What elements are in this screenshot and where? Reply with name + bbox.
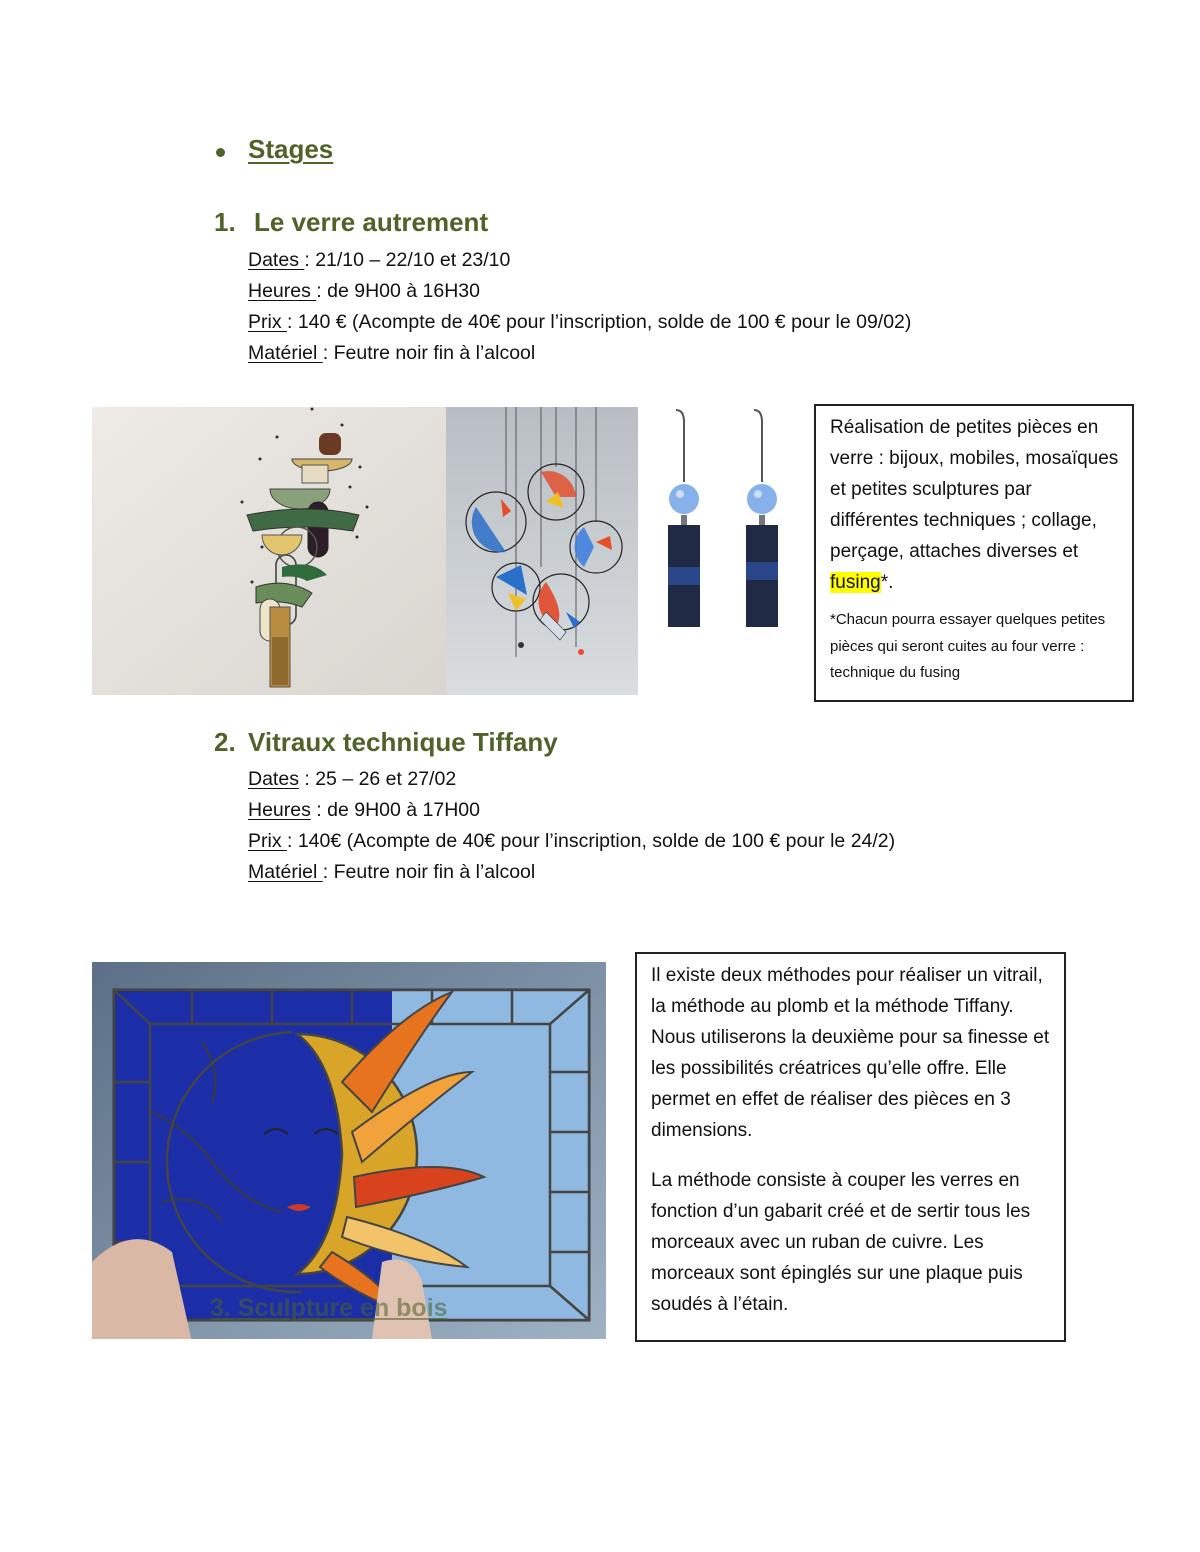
section-1-title: Le verre autrement — [254, 207, 489, 237]
section-2-description-box — [635, 952, 1066, 1342]
section-2-title: Vitraux technique Tiffany — [248, 727, 558, 757]
photo-glass-wall-sculpture — [92, 407, 446, 695]
material-label: Matériel — [248, 342, 323, 364]
highlighted-term: fusing — [830, 572, 881, 593]
section-1-dates — [248, 245, 510, 276]
section-2-description-p1: Il existe deux méthodes pour réaliser un vitrail, la méthode au plomb et la méthode Tiffany. Nous utiliserons la deuxième pour sa finesse et les possibilités créatrices qu’elle offre. Elle permet en effet de réaliser des pièces en 3 dimensions. — [651, 965, 1050, 1141]
section-2-price — [248, 826, 895, 857]
section-2-hours — [248, 795, 480, 826]
section-1-description-box — [814, 404, 1134, 702]
overlapped-section-3-heading: 3. Sculpture en bois — [210, 1294, 448, 1322]
dates-label: Dates — [248, 249, 305, 271]
section-2-material — [248, 857, 535, 888]
material-value: : Feutre noir fin à l’alcool — [322, 342, 536, 364]
page-heading: Stages — [248, 134, 334, 164]
section-2-description-p2: La méthode consiste à couper les verres en fonction d’un gabarit créé et de sertir tous les morceaux avec un ruban de cuivre. Les morceaux sont épinglés sur une plaque puis soudés à l’étain. — [651, 1170, 1031, 1315]
section-1-price — [248, 307, 911, 338]
dates-value: : 25 – 26 et 27/02 — [298, 768, 457, 790]
bullet-icon — [216, 148, 225, 157]
dates-label: Dates — [248, 768, 299, 790]
section-1-description: Réalisation de petites pièces en verre : bijoux, mobiles, mosaïques et petites sculptures par différentes techniques ; collage, perçage, attaches diverses et fusing*. — [830, 417, 1119, 593]
material-label: Matériel — [248, 861, 323, 883]
photo-glass-mobiles — [446, 407, 638, 695]
photo-glass-earrings — [638, 407, 808, 695]
hours-value: : de 9H00 à 17H00 — [310, 799, 480, 821]
hours-label: Heures — [248, 799, 311, 821]
section-2-number: 2. — [214, 727, 236, 757]
price-value: : 140 € (Acompte de 40€ pour l’inscription, solde de 100 € pour le 09/02) — [287, 311, 912, 333]
hours-value: : de 9H00 à 16H30 — [316, 280, 480, 302]
dates-value: : 21/10 – 22/10 et 23/10 — [304, 249, 511, 271]
section-2-dates — [248, 764, 456, 795]
material-value: : Feutre noir fin à l’alcool — [322, 861, 536, 883]
section-1-hours — [248, 276, 480, 307]
section-1-material — [248, 338, 535, 369]
price-value: : 140€ (Acompte de 40€ pour l’inscription, solde de 100 € pour le 24/2) — [287, 830, 896, 852]
price-label: Prix — [248, 830, 287, 852]
price-label: Prix — [248, 311, 287, 333]
hours-label: Heures — [248, 280, 317, 302]
photo-tiffany-sun-moon-window — [92, 962, 606, 1339]
section-1-note: *Chacun pourra essayer quelques petites pièces qui seront cuites au four verre : technique du fusing — [830, 611, 1106, 681]
section-1-number: 1. — [214, 207, 236, 237]
